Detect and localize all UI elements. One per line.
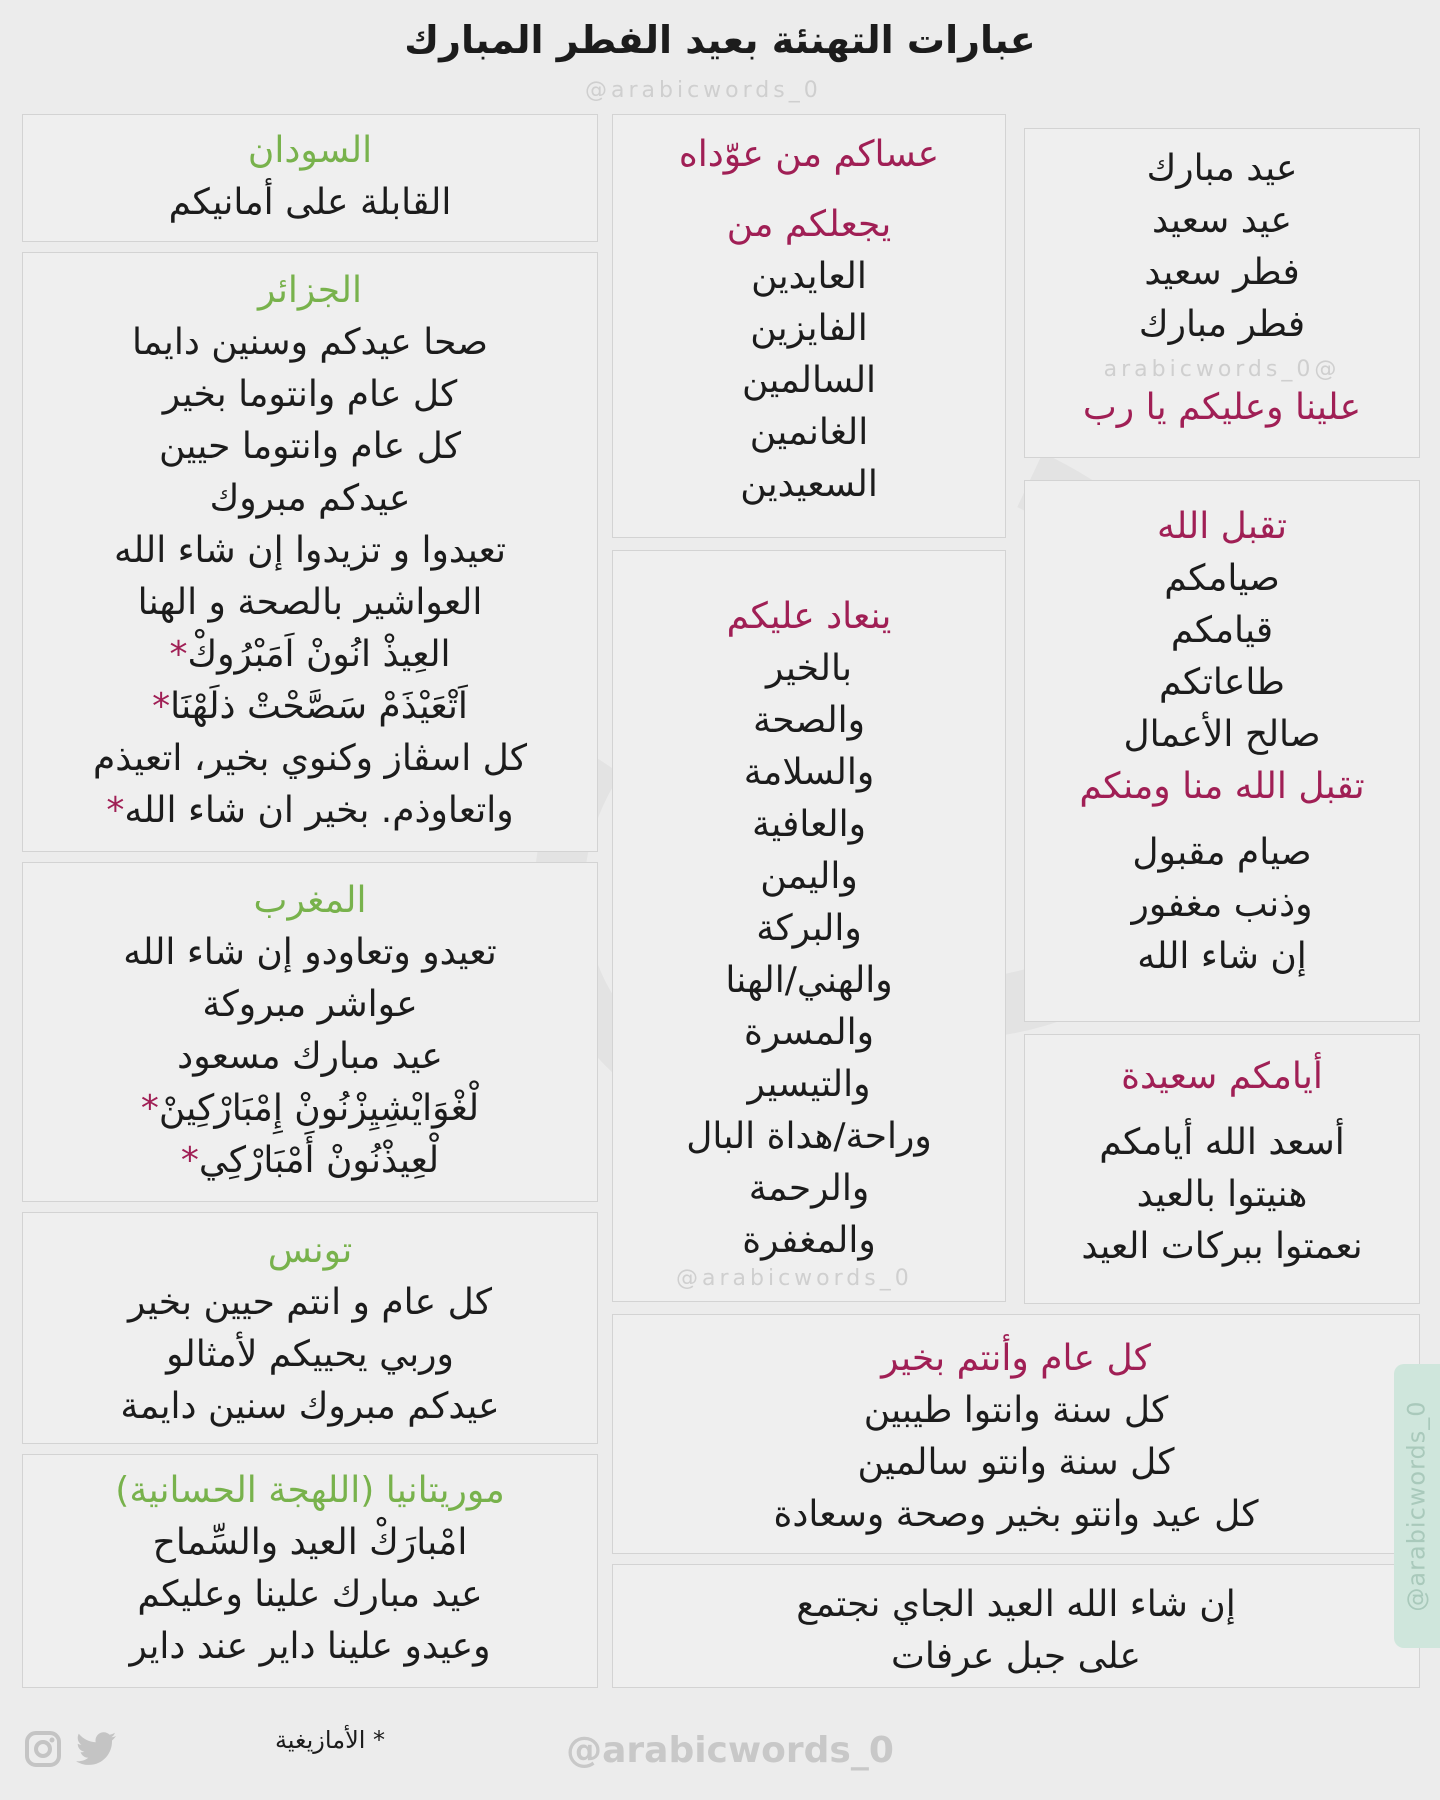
algeria-amazigh-line: اَتْعَيْذَمْ سَصَّحْتْ ذلَهْنَا* [152,686,468,727]
taqabbal-line: صيامكم [1164,558,1280,599]
page-title: عبارات التهنئة بعيد الفطر المبارك [404,18,1036,62]
taqabbal-line: إن شاء الله [1137,936,1307,977]
eid-line: عيد مبارك [1146,148,1298,189]
kull-am-line: كل سنة وانتوا طيبين [863,1390,1169,1431]
mauritania-line: عيد مبارك علينا وعليكم [137,1574,483,1615]
yanaad-heading: ينعاد عليكم [726,596,892,637]
algeria-line: تعيدوا و تزيدوا إن شاء الله [114,530,507,571]
eid-line: عيد سعيد [1152,200,1292,241]
ayyam-line: نعمتوا ببركات العيد [1081,1226,1363,1267]
sudan-heading: السودان [247,130,373,171]
watermark-right: @arabicwords_0 [1103,357,1341,382]
algeria-line: عيدكم مبروك [209,478,411,519]
yanaad-line: والتيسير [747,1064,871,1105]
amazigh-footnote: * الأمازيغية [274,1726,386,1754]
box-taqabbal [1024,480,1420,1022]
awaadah-subheading: يجعلكم من [726,204,892,245]
taqabbal-line: قيامكم [1170,610,1274,651]
ayyam-line: هنيتوا بالعيد [1136,1174,1308,1215]
yanaad-line: واليمن [760,856,858,897]
algeria-line: صحا عيدكم وسنين دايما [132,322,488,363]
algeria-amazigh-line: العِيذْ انُونْ اَمَبْرُوكْ* [169,634,451,675]
box-morocco [22,862,598,1202]
morocco-line: عيد مبارك مسعود [177,1036,443,1077]
algeria-line: واتعاوذم. بخير ان شاء الله* [106,790,514,831]
yanaad-line: والصحة [752,700,866,741]
mauritania-line: وعيدو علينا داير عند داير [129,1626,491,1667]
ayyam-heading: أيامكم سعيدة [1121,1056,1323,1097]
box-kull-am [612,1314,1420,1554]
box-tunisia [22,1212,598,1444]
yanaad-line: وراحة/هداة البال [686,1116,932,1157]
morocco-amazigh-line: لْغْوَايْشِيِزْنُونْ إِمْبَارْكِينْ* [140,1088,480,1129]
algeria-line: كل عام وانتوما حيين [159,426,461,467]
box-yanaad [612,550,1006,1302]
awaadah-line: الفايزين [750,308,868,349]
morocco-line: عواشر مبروكة [202,984,418,1025]
algeria-line: العواشير بالصحة و الهنا [137,582,483,623]
yanaad-line: والرحمة [748,1168,870,1209]
taqabbal-line: وذنب مغفور [1131,884,1313,925]
box-ayyam [1024,1034,1420,1304]
box-eid-mubarak [1024,128,1420,458]
awaadah-line: الغانمين [749,412,869,453]
instagram-icon[interactable] [24,1730,62,1768]
taqabbal-heading: تقبل الله [1157,506,1287,547]
mauritania-heading: موريتانيا (اللهجة الحسانية) [115,1470,505,1511]
kull-am-line: كل سنة وانتو سالمين [857,1442,1175,1483]
yanaad-line: والمغفرة [742,1220,876,1261]
box-awaadah [612,114,1006,538]
ayyam-line: أسعد الله أيامكم [1099,1122,1345,1163]
awaadah-line: العايدين [751,256,867,297]
eid-reply: علينا وعليكم يا رب [1082,387,1362,428]
algeria-line: كل اسڤاز وكنوي بخير، اتعيذم [92,738,528,779]
yanaad-line: والسلامة [743,752,875,793]
box-algeria [22,252,598,852]
tunisia-line: وربي يحييكم لأمثالو [166,1334,454,1375]
awaadah-heading: عساكم من عوّداه [678,134,940,175]
watermark-top: @arabicwords_0 [585,78,822,103]
taqabbal-line: طاعاتكم [1159,662,1285,703]
box-mauritania [22,1454,598,1688]
tunisia-heading: تونس [267,1230,353,1271]
algeria-line: كل عام وانتوما بخير [162,374,458,415]
mauritania-line: امْبارَكْ العيد والسِّماح [152,1522,468,1563]
box-sudan [22,114,598,242]
kull-am-heading: كل عام وأنتم بخير [881,1338,1151,1379]
watermark-middle: @arabicwords_0 [676,1266,913,1291]
box-arafat [612,1564,1420,1688]
arafat-line: إن شاء الله العيد الجاي نجتمع [796,1584,1236,1625]
algeria-heading: الجزائر [258,270,362,311]
side-handle-tag [1394,1364,1440,1648]
yanaad-line: بالخير [766,648,852,689]
eid-line: فطر مبارك [1138,304,1306,345]
arafat-line: على جبل عرفات [890,1636,1142,1677]
awaadah-line: السالمين [741,360,877,401]
morocco-line: تعيدو وتعاودو إن شاء الله [123,932,497,973]
morocco-heading: المغرب [253,880,367,921]
taqabbal-line: صيام مقبول [1132,832,1312,873]
footer-handle: @arabicwords_0 [566,1730,894,1771]
sudan-line: القابلة على أمانيكم [168,182,452,223]
morocco-amazigh-line: لْعِيذْنُونْ أَمْبَارْكِي* [180,1140,440,1181]
yanaad-line: والعافية [751,804,867,845]
eid-line: فطر سعيد [1144,252,1300,293]
taqabbal-subheading: تقبل الله منا ومنكم [1079,766,1365,807]
awaadah-line: السعيدين [740,464,878,505]
taqabbal-line: صالح الأعمال [1123,714,1321,755]
tunisia-line: عيدكم مبروك سنين دايمة [120,1386,500,1427]
yanaad-line: والبركة [756,908,862,949]
social-icons [24,1730,118,1768]
side-handle-text: @arabicwords_0 [1403,1400,1431,1612]
kull-am-line: كل عيد وانتو بخير وصحة وسعادة [773,1494,1259,1535]
tunisia-line: كل عام و انتم حيين بخير [128,1282,492,1323]
yanaad-line: والهني/الهنا [725,960,893,1001]
yanaad-line: والمسرة [744,1012,875,1053]
twitter-icon[interactable] [76,1730,118,1768]
